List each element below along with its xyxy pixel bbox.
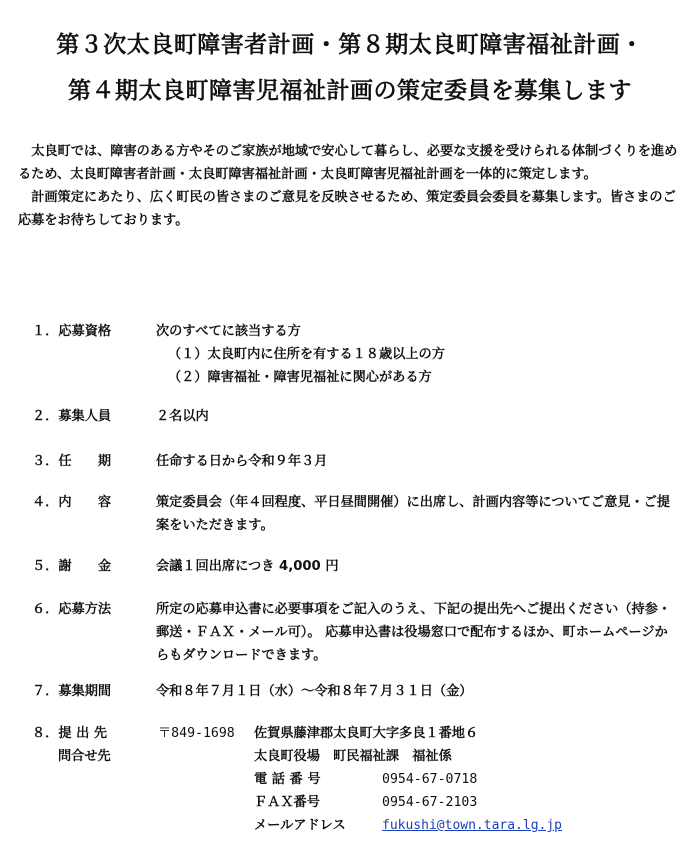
- tel-row: [128, 768, 688, 791]
- item-label: ４．内 容: [32, 495, 112, 510]
- eligibility-lead: 次のすべてに該当する方: [156, 324, 301, 339]
- contact-label: 問合せ先: [58, 749, 111, 764]
- item-label: ２．募集人員: [32, 409, 112, 424]
- item-label: ６．応募方法: [32, 602, 112, 617]
- item-label: ５．謝 金: [32, 559, 112, 574]
- item-value: 策定委員会（年４回程度、平日昼間開催）に出席し、計画内容等についてご意見・ご提案をいただきます。: [156, 495, 671, 533]
- item-label: ７．募集期間: [32, 684, 112, 699]
- mail-row: [128, 814, 688, 837]
- item-value: [156, 320, 680, 389]
- mail-label: メールアドレス: [254, 818, 346, 833]
- fax-number: 0954-67-2103: [382, 795, 478, 810]
- intro-paragraph-2: 計画策定にあたり、広く町民の皆さまのご意見を反映させるため、策定委員会委員を募集します。皆さまのご応募をお待ちしております。: [18, 190, 676, 228]
- page-title: [0, 22, 700, 114]
- office-row: [128, 745, 688, 768]
- email-link[interactable]: fukushi@town.tara.lg.jp: [382, 818, 563, 833]
- intro-paragraph-1: 太良町では、障害のある方やそのご家族が地域で安心して暮らし、必要な支援を受けられる体制づくりを進めるため、太良町障害者計画・太良町障害福祉計画・太良町障害児福祉計画を一体的に策定します。: [18, 144, 678, 182]
- intro-section: [18, 140, 682, 232]
- address-row: [128, 722, 688, 745]
- item-value: ２名以内: [156, 409, 209, 424]
- item-value: 任命する日から令和９年３月: [156, 454, 328, 469]
- tel-label: 電 話 番 号: [254, 772, 321, 787]
- fax-label: ＦＡＸ番号: [254, 795, 320, 810]
- item-label: １．応募資格: [32, 324, 112, 339]
- eligibility-condition-1: （１）太良町内に住所を有する１８歳以上の方: [168, 347, 445, 362]
- item-value: 所定の応募申込書に必要事項をご記入のうえ、下記の提出先へご提出ください（持参・郵送・ＦＡＸ・メール可）。 応募申込書は役場窓口で配布するほか、町ホームページからもダウンロードできます。: [156, 602, 672, 663]
- postal-code: 〒849-1698: [158, 726, 235, 741]
- eligibility-condition-2: （２）障害福祉・障害児福祉に関心がある方: [168, 370, 432, 385]
- item-value: 令和８年７月１日（水）～令和８年７月３１日（金）: [156, 684, 473, 699]
- item-value: 会議１回出席につき 4,000 円: [156, 559, 339, 574]
- submission-label: ８．提 出 先: [32, 726, 108, 741]
- tel-number: 0954-67-0718: [382, 772, 478, 787]
- fax-row: [128, 791, 688, 814]
- title-line-2: 第４期太良町障害児福祉計画の策定委員を募集します: [68, 78, 632, 104]
- address: 佐賀県藤津郡太良町大字多良１番地６: [254, 726, 479, 741]
- item-label: ３．任 期: [32, 454, 112, 469]
- title-line-1: 第３次太良町障害者計画・第８期太良町障害福祉計画・: [56, 32, 644, 58]
- contact-block: [128, 722, 688, 837]
- office-name: 太良町役場 町民福祉課 福祉係: [254, 749, 452, 764]
